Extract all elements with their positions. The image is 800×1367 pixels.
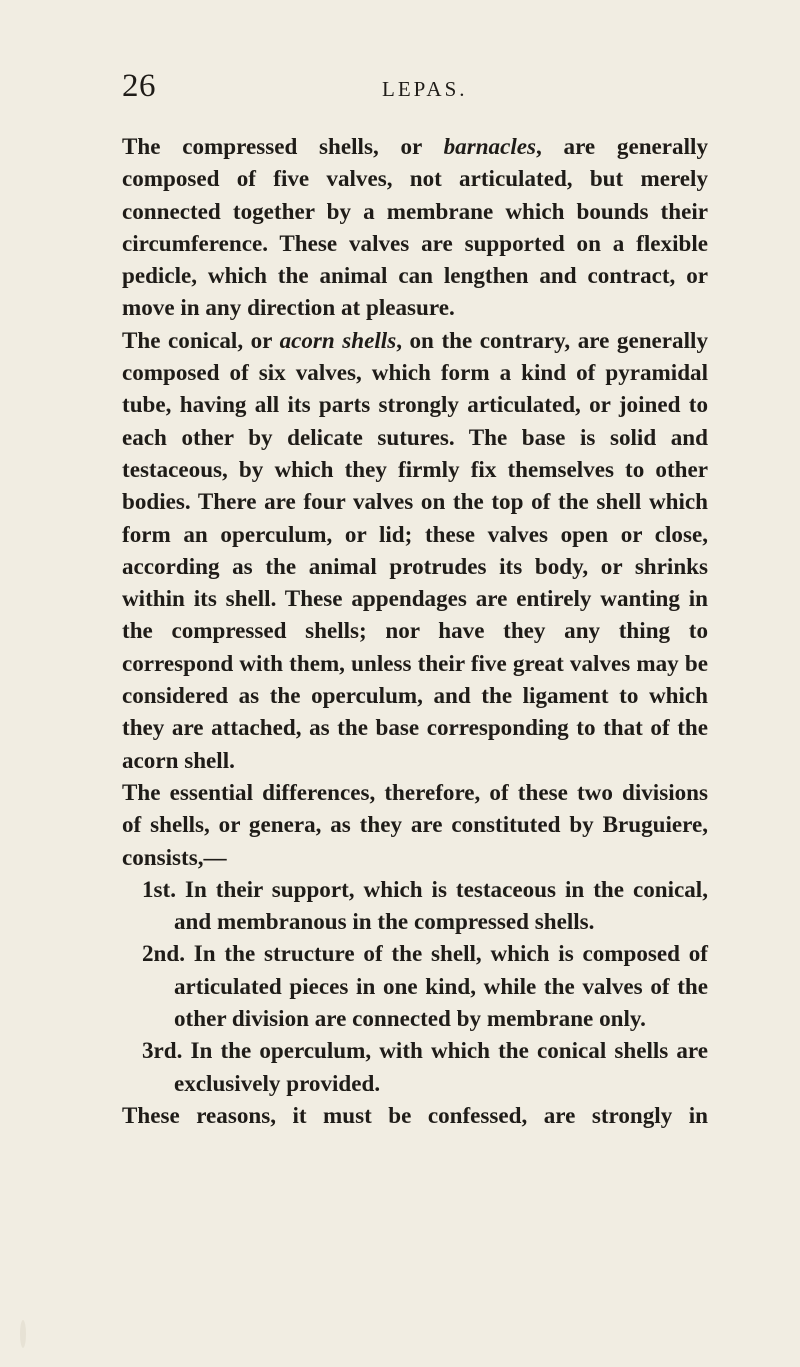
paragraph-text: The compressed shells, or: [122, 133, 444, 159]
page-number: 26: [122, 68, 156, 104]
page-header: [122, 68, 708, 108]
list-item-first: 1st. In their support, which is testaceous in the conical, and membranous in the compressed shells.: [142, 875, 708, 935]
paragraph-differences: The essential differences, therefore, of these two divisions of shells, or genera, as they are constituted by Bruguiere, consists,—: [122, 778, 708, 870]
paragraph-acorn-shells: [122, 324, 708, 776]
body-text: [122, 130, 708, 1131]
list-item-third: 3rd. In the operculum, with which the conical shells are exclusively provided.: [142, 1037, 708, 1096]
paper-mark: [20, 1320, 26, 1348]
paragraph-text: The conical, or: [122, 326, 280, 353]
paragraph-text: , are generally composed of five valves, not articulated, but merely connected together by a membrane which bounds their circumference. These valves are supported on a flexible pedicle, which the animal can lengthen and contract, or move in any direction at pleasure.: [122, 133, 708, 321]
running-head: LEPAS.: [382, 77, 468, 101]
paragraph-closing: These reasons, it must be confessed, are strongly in: [122, 1101, 708, 1128]
italic-term-barnacles: barnacles: [443, 133, 536, 159]
italic-term-acorn-shells: acorn shells: [279, 326, 397, 353]
paragraph-barnacles: [122, 130, 708, 324]
paragraph-text: , on the contrary, are generally composed of six valves, which form a kind of pyramidal tube, having all its parts strongly articulated, or joined to each other by delicate sutures. The base is solid and testaceous, by which they firmly fix themselves to other bodies. There are four valves on the top of the shell which form an operculum, or lid; these valves open or close, according as the animal protrudes its body, or shrinks within its shell. These appendages are entirely wanting in the compressed shells; nor have they any thing to correspond with them, unless their five great valves may be considered as the operculum, and the ligament to which they are attached, as the base corresponding to that of the acorn shell.: [122, 326, 708, 773]
list-item-second: 2nd. In the structure of the shell, which is composed of articulated pieces in one kind, while the valves of the other division are connected by membrane only.: [142, 940, 708, 1032]
